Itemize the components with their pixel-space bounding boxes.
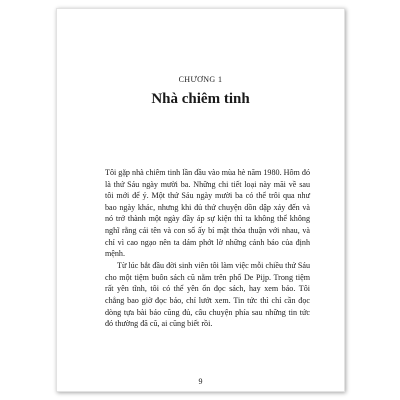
page-number: 9 [198,377,203,386]
body-text [105,167,310,330]
chapter-title: Nhà chiêm tinh [151,91,250,107]
paragraph-1: Tôi gặp nhà chiêm tinh lần đầu vào mùa hè năm 1980. Hôm đó là thứ Sáu ngày mười ba. Những chi tiết loại này mãi về sau tôi mới để ý. Một thứ Sáu ngày mười ba có thể trôi qua như bao ngày khác, nhưng khi đủ thứ chuyện dồn dập xảy đến và nó trở thành một ngày đầy áp sự kiện thì ta không thể không nghĩ rằng cái tên và con số ấy bí mật thỏa thuận với nhau, và chỉ vì cao ngạo nên ta dám phớt lờ những cảnh báo của định mệnh. [105,168,310,259]
paragraph-2: Từ lúc bắt đầu đời sinh viên tôi làm việc mỗi chiều thứ Sáu cho một tiệm buôn sách cũ nằm trên phố De Pijp. Trong tiệm rất yên tĩnh, tôi có thể yên ổn đọc sách, hay xem báo. Tôi chẳng bao giờ đọc báo, chỉ lướt xem. Tin tức thì chỉ cần đọc dòng tựa bài báo cũng đủ, câu chuyện phía sau những tin tức đó thường đã cũ, ai cũng biết rồi. [105,261,310,329]
book-page [56,8,345,392]
chapter-label: CHƯƠNG 1 [178,75,223,84]
